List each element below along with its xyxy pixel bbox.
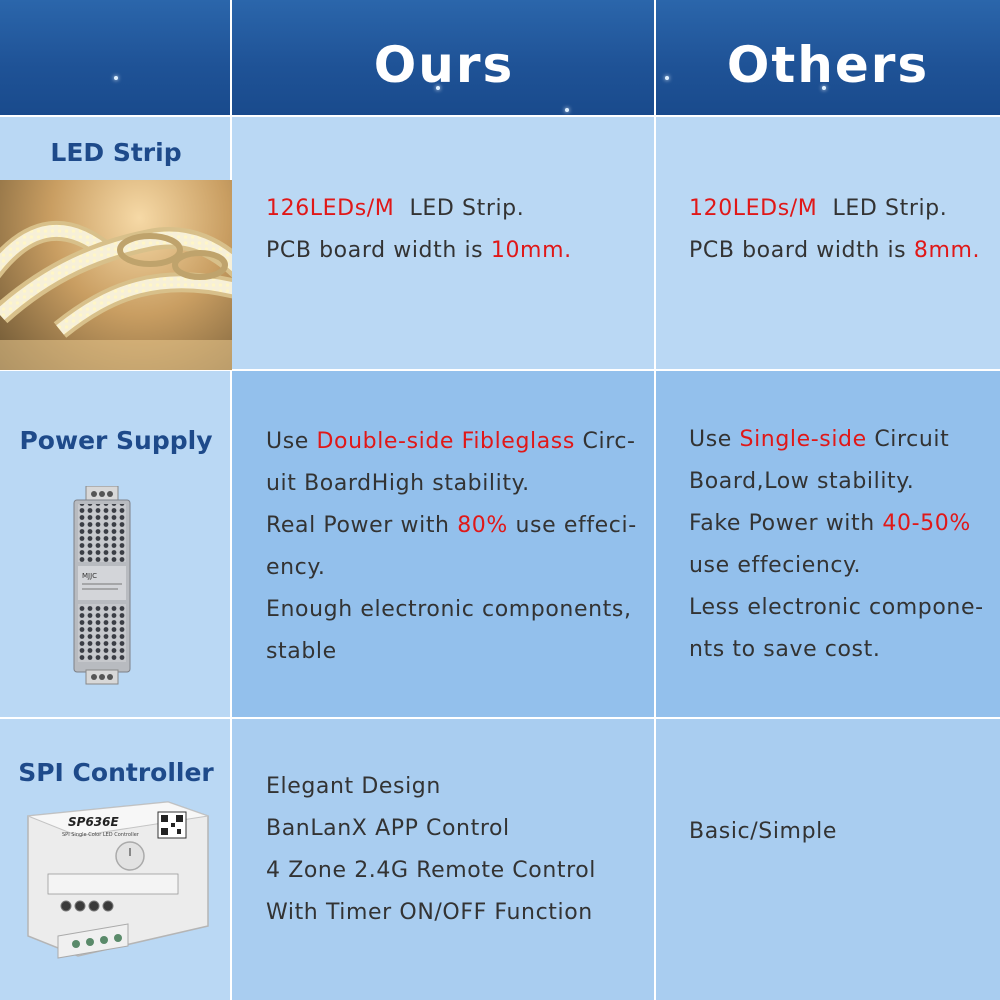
row-divider <box>0 717 1000 719</box>
led-ours-line2 <box>266 230 572 272</box>
power-others-line5: Less electronic compone- <box>689 595 984 620</box>
power-others-line1 <box>689 419 949 461</box>
highlight-text: 10mm. <box>490 238 572 263</box>
spi-controller-photo <box>18 796 218 966</box>
highlight-text: 80% <box>457 513 508 538</box>
power-others-line4: use effeciency. <box>689 553 862 578</box>
text: Circuit <box>866 427 950 452</box>
text: LED Strip. <box>394 196 525 221</box>
others-cell-spi <box>656 718 1000 1000</box>
text: use effeci- <box>507 513 637 538</box>
highlight-text: Double-side Fibleglass <box>316 429 575 454</box>
power-ours-line5: Enough electronic components, <box>266 597 632 622</box>
text: Real Power with <box>266 513 458 538</box>
highlight-text: Single-side <box>739 427 867 452</box>
led-ours-line1 <box>266 188 524 230</box>
text: PCB board width is <box>689 238 914 263</box>
text: Use <box>266 429 317 454</box>
highlight-text: 126LEDs/M <box>266 196 395 221</box>
sparkle <box>565 108 569 112</box>
table-header <box>0 0 1000 116</box>
spi-ours-line4: With Timer ON/OFF Function <box>266 900 593 925</box>
spi-ours-line2: BanLanX APP Control <box>266 816 510 841</box>
power-ours-line4: ency. <box>266 555 326 580</box>
controller-model: SP636E <box>68 815 119 829</box>
power-supply-photo <box>70 486 134 686</box>
spi-ours-line1: Elegant Design <box>266 774 441 799</box>
highlight-text: 120LEDs/M <box>689 196 818 221</box>
row-divider <box>0 115 1000 117</box>
controller-subtitle: SPI Single Color LED Controller <box>62 832 139 838</box>
spi-others-text: Basic/Simple <box>689 819 837 844</box>
power-others-line2: Board,Low stability. <box>689 469 915 494</box>
led-others-line1 <box>689 188 947 230</box>
highlight-text: 40-50% <box>882 511 971 536</box>
header-ours: Ours <box>373 36 515 94</box>
text: Use <box>689 427 740 452</box>
power-others-line6: nts to save cost. <box>689 637 881 662</box>
row-label-spi-controller: SPI Controller <box>18 758 214 787</box>
sparkle <box>114 76 118 80</box>
psu-brand: MJJC <box>82 572 98 580</box>
highlight-text: 8mm. <box>913 238 981 263</box>
spi-ours-line3: 4 Zone 2.4G Remote Control <box>266 858 597 883</box>
column-divider <box>654 0 656 1000</box>
row-label-power-supply: Power Supply <box>19 426 213 455</box>
led-strip-photo <box>0 180 232 370</box>
text: LED Strip. <box>817 196 948 221</box>
power-others-line3 <box>689 503 971 545</box>
power-ours-line1 <box>266 421 636 463</box>
header-others: Others <box>726 36 930 94</box>
text: PCB board width is <box>266 238 491 263</box>
power-ours-line2: uit BoardHigh stability. <box>266 471 530 496</box>
text: Fake Power with <box>689 511 883 536</box>
row-label-led-strip: LED Strip <box>50 138 182 167</box>
power-ours-line6: stable <box>266 639 337 664</box>
led-others-line2 <box>689 230 980 272</box>
power-ours-line3 <box>266 505 637 547</box>
text: Circ- <box>574 429 636 454</box>
